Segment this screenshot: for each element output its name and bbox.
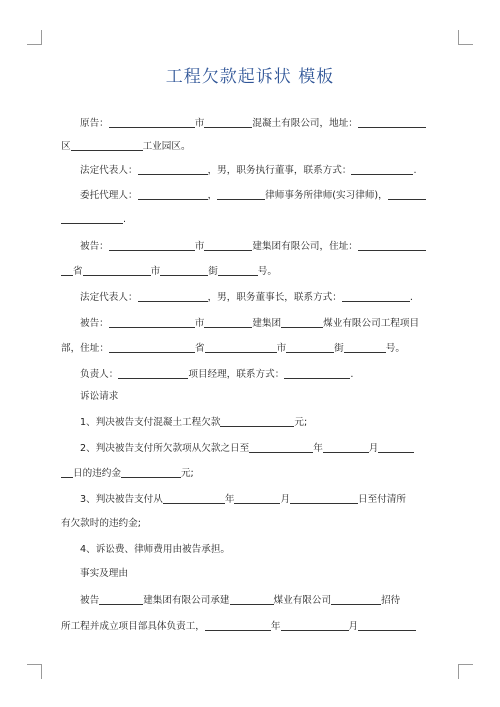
- blank-field[interactable]: [109, 116, 195, 128]
- blank-field[interactable]: [217, 188, 265, 200]
- blank-field[interactable]: [204, 116, 252, 128]
- page-corner-mark: [27, 30, 42, 45]
- blank-field[interactable]: [358, 619, 416, 631]
- blank-field[interactable]: [109, 239, 195, 251]
- blank-field[interactable]: [205, 341, 277, 353]
- blank-field[interactable]: [160, 264, 208, 276]
- facts-heading: 事实及理由: [80, 568, 128, 579]
- blank-field[interactable]: [204, 239, 252, 251]
- blank-field[interactable]: [234, 492, 280, 504]
- blank-field[interactable]: [71, 139, 143, 151]
- page-corner-mark: [458, 30, 473, 45]
- blank-field[interactable]: [83, 264, 151, 276]
- blank-field[interactable]: [249, 441, 313, 453]
- blank-field[interactable]: [218, 264, 258, 276]
- defendant-line: 被告： 市 建集团有限公司，住址：: [80, 239, 439, 254]
- claim-3-cont: 有欠款时的违约金;: [61, 518, 141, 529]
- agent-line-cont: .: [61, 212, 439, 227]
- blank-field[interactable]: [205, 619, 271, 631]
- blank-field[interactable]: [284, 367, 350, 379]
- legal-rep-2-line: 法定代表人： ，男，职务董事长，联系方式： .: [80, 292, 413, 303]
- defendant-2-line: 被告： 市 建集团 煤业有限公司工程项目: [80, 318, 420, 329]
- blank-field[interactable]: [138, 290, 208, 302]
- claim-4: 4、诉讼费、律师费用由被告承担。: [80, 544, 231, 555]
- defendant-address-line: 省 市 街 号。: [61, 264, 439, 279]
- blank-field[interactable]: [342, 290, 410, 302]
- person-in-charge-line: 负责人： 项目经理，联系方式： .: [80, 369, 354, 380]
- blank-field[interactable]: [286, 341, 334, 353]
- blank-field[interactable]: [109, 316, 195, 328]
- blank-field[interactable]: [378, 441, 414, 453]
- blank-field[interactable]: [323, 441, 369, 453]
- blank-field[interactable]: [281, 619, 349, 631]
- blank-field[interactable]: [138, 163, 208, 175]
- defendant-2-address-line: 部，住址： 省 市 街 号。: [61, 343, 405, 354]
- blank-field[interactable]: [331, 593, 381, 605]
- blank-field[interactable]: [109, 341, 195, 353]
- page-corner-mark: [458, 664, 473, 679]
- blank-field[interactable]: [61, 466, 73, 478]
- blank-field[interactable]: [99, 593, 143, 605]
- blank-field[interactable]: [358, 239, 426, 251]
- plaintiff-line: 原告： 市 混凝土有限公司，地址：: [80, 116, 439, 131]
- page-corner-mark: [27, 664, 42, 679]
- blank-field[interactable]: [281, 316, 323, 328]
- blank-field[interactable]: [61, 264, 73, 276]
- blank-field[interactable]: [220, 415, 294, 427]
- agent-line: 委托代理人： ， 律师事务所律师(实习律师)，: [80, 188, 439, 203]
- claim-1: 1、判决被告支付混凝土工程欠款 元;: [80, 417, 308, 428]
- document-title: 工程欠款起诉状 模板: [165, 67, 335, 87]
- blank-field[interactable]: [138, 188, 208, 200]
- claims-heading: 诉讼请求: [80, 391, 119, 402]
- blank-field[interactable]: [204, 316, 252, 328]
- blank-field[interactable]: [388, 188, 426, 200]
- legal-rep-line: 法定代表人： ，男，职务执行董事，联系方式： .: [80, 165, 417, 176]
- blank-field[interactable]: [290, 492, 358, 504]
- claim-2: 2、判决被告支付所欠款项从欠款之日至 年 月: [80, 441, 439, 456]
- claim-2-cont: 日的违约金 元;: [61, 466, 439, 481]
- blank-field[interactable]: [358, 116, 426, 128]
- blank-field[interactable]: [61, 212, 123, 224]
- facts-line-1: 被告 建集团有限公司承建 煤业有限公司 招待: [80, 595, 401, 606]
- facts-line-2: 所工程并成立项目部具体负责工， 年 月: [61, 619, 439, 634]
- blank-field[interactable]: [121, 466, 181, 478]
- blank-field[interactable]: [118, 367, 188, 379]
- plaintiff-address-line: 区 工业园区。: [61, 141, 191, 152]
- blank-field[interactable]: [230, 593, 274, 605]
- blank-field[interactable]: [163, 492, 225, 504]
- blank-field[interactable]: [344, 341, 386, 353]
- blank-field[interactable]: [351, 163, 413, 175]
- claim-3: 3、判决被告支付从 年 月 日至付清所: [80, 494, 407, 505]
